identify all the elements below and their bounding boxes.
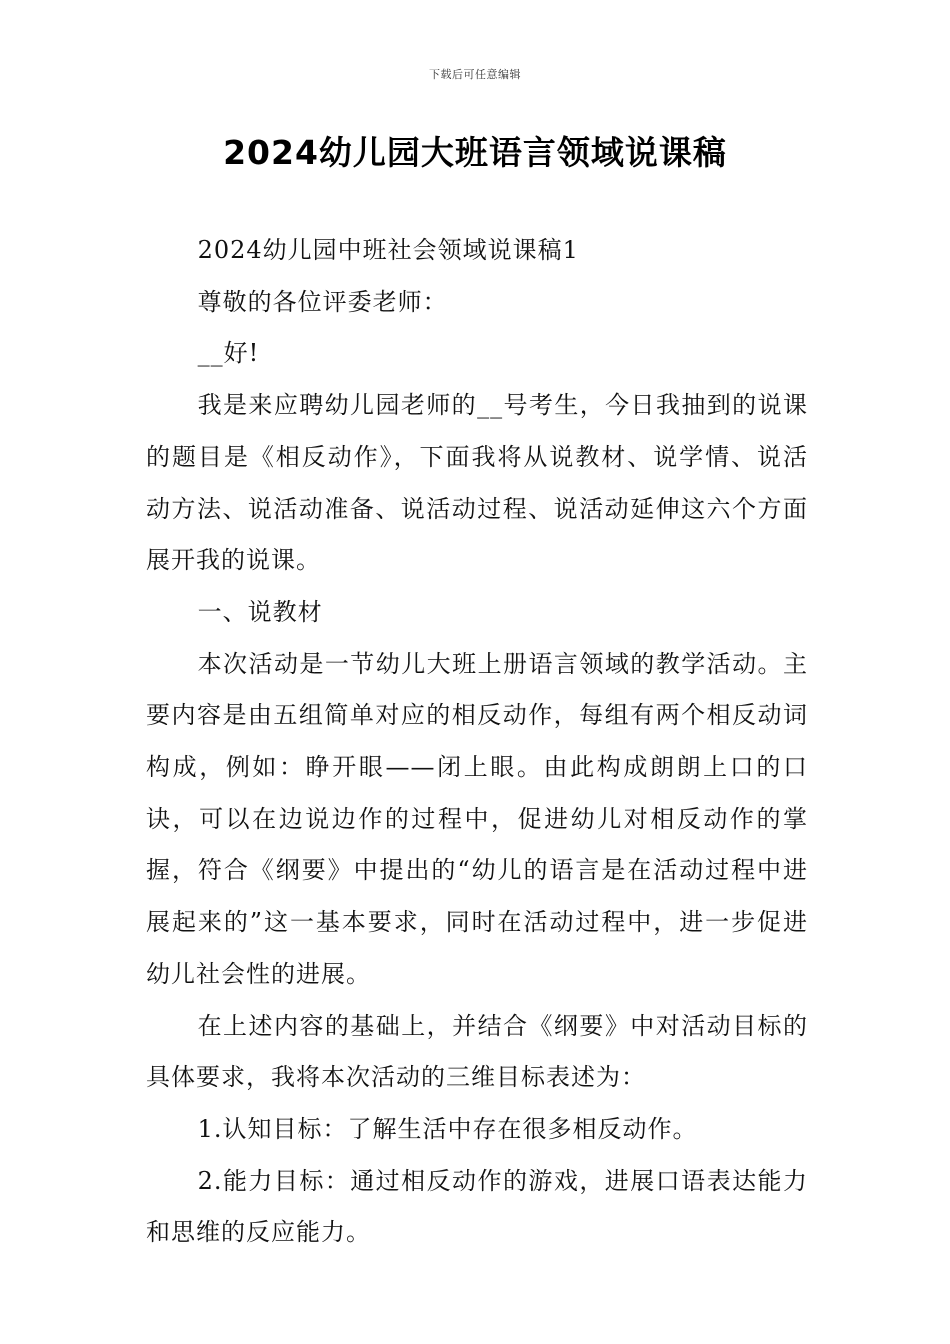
document-title: 2024幼儿园大班语言领域说课稿 xyxy=(223,133,727,172)
paragraph-objective-cognitive: 1.认知目标：了解生活中存在很多相反动作。 xyxy=(197,1114,698,1143)
section-heading-teaching-material: 一、说教材 xyxy=(197,597,323,626)
paragraph-salutation: 尊敬的各位评委老师： xyxy=(197,287,448,316)
paragraph-greeting: __好! xyxy=(197,339,260,368)
paragraph-teaching-material: 本次活动是一节幼儿大班上册语言领域的教学活动。主要内容是由五组简单对应的相反动作，每组有两个相反动词构成，例如：睁开眼——闭上眼。由此构成朗朗上口的口诀，可以在边说边作的过程中，促进幼儿对相反动作的掌握，符合《纲要》中提出的“幼儿的语言是在活动过程中进展起来的”这一基本要求，同时在活动过程中，进一步促进幼儿社会性的进展。 xyxy=(146,649,808,988)
paragraph-subtitle: 2024幼儿园中班社会领域说课稿1 xyxy=(197,236,579,264)
paragraph-objective-ability: 2.能力目标：通过相反动作的游戏，进展口语表达能力和思维的反应能力。 xyxy=(146,1166,808,1247)
document-body xyxy=(146,225,808,1259)
paragraph-objectives-intro: 在上述内容的基础上，并结合《纲要》中对活动目标的具体要求，我将本次活动的三维目标表述为： xyxy=(146,1011,808,1092)
paragraph-introduction: 我是来应聘幼儿园老师的__号考生，今日我抽到的说课的题目是《相反动作》，下面我将从说教材、说学情、说活动方法、说活动准备、说活动过程、说活动延伸这六个方面展开我的说课。 xyxy=(146,391,808,575)
header-note: 下载后可任意编辑 xyxy=(429,68,521,81)
